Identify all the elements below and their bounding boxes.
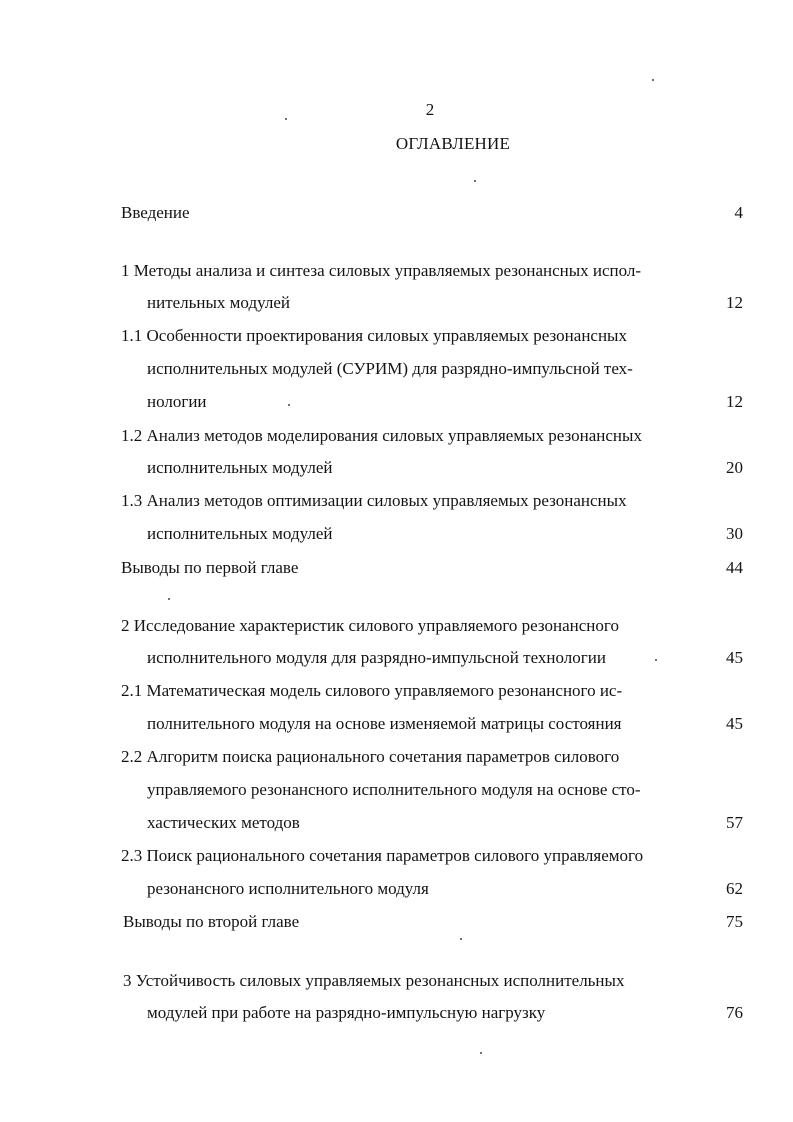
toc-entry-line: Выводы по первой главе <box>121 558 299 577</box>
toc-entry-line: исполнительных модулей <box>147 458 333 477</box>
toc-entry-page: 62 <box>726 879 743 898</box>
toc-entry-line: полнительного модуля на основе изменяемой матрицы состояния <box>147 714 622 733</box>
toc-entry-line: Введение <box>121 203 190 222</box>
page-number: 2 <box>425 100 435 119</box>
scan-speck <box>474 180 476 182</box>
toc-title: ОГЛАВЛЕНИЕ <box>395 134 511 153</box>
toc-entry-page: 30 <box>726 524 743 543</box>
scan-speck <box>480 1052 482 1054</box>
toc-entry-line: 1.2 Анализ методов моделирования силовых управляемых резонансных <box>121 426 642 445</box>
scan-speck <box>655 659 657 661</box>
toc-entry-line: модулей при работе на разрядно-импульсную нагрузку <box>147 1003 546 1022</box>
toc-entry-line: Выводы по второй главе <box>123 912 300 931</box>
toc-entry-line: нологии <box>147 392 207 411</box>
toc-entry-page: 45 <box>726 714 743 733</box>
toc-entry-line: 1.3 Анализ методов оптимизации силовых управляемых резонансных <box>121 491 627 510</box>
toc-entry-line: резонансного исполнительного модуля <box>147 879 429 898</box>
toc-entry-page: 75 <box>726 912 743 931</box>
toc-entry-page: 12 <box>726 293 743 312</box>
toc-entry-line: исполнительных модулей <box>147 524 333 543</box>
toc-entry-page: 45 <box>726 648 743 667</box>
toc-entry-line: 2.1 Математическая модель силового управляемого резонансного ис- <box>121 681 623 700</box>
toc-entry-line: 2.2 Алгоритм поиска рационального сочетания параметров силового <box>121 747 620 766</box>
toc-entry-line: 3 Устойчивость силовых управляемых резонансных исполнительных <box>123 971 625 990</box>
toc-entry-line: исполнительного модуля для разрядно-импульсной технологии <box>147 648 606 667</box>
scan-speck <box>460 938 462 940</box>
toc-entry-line: 1.1 Особенности проектирования силовых управляемых резонансных <box>121 326 627 345</box>
toc-entry-page: 44 <box>726 558 743 577</box>
toc-entry-line: хастических методов <box>147 813 300 832</box>
toc-entry-page: 76 <box>726 1003 743 1022</box>
toc-entry-page: 12 <box>726 392 743 411</box>
toc-entry-line: нительных модулей <box>147 293 290 312</box>
toc-entry-line: исполнительных модулей (СУРИМ) для разрядно-импульсной тех- <box>147 359 633 378</box>
scan-speck <box>652 79 654 81</box>
toc-entry-page: 20 <box>726 458 743 477</box>
toc-entry-line: 2 Исследование характеристик силового управляемого резонансного <box>121 616 619 635</box>
scan-speck <box>168 598 170 600</box>
toc-entry-line: управляемого резонансного исполнительного модуля на основе сто- <box>147 780 641 799</box>
toc-entry-page: 57 <box>726 813 743 832</box>
toc-entry-line: 2.3 Поиск рационального сочетания параметров силового управляемого <box>121 846 644 865</box>
toc-entry-line: 1 Методы анализа и синтеза силовых управляемых резонансных испол- <box>121 261 642 280</box>
toc-entry-page: 4 <box>734 203 743 222</box>
scan-speck <box>288 404 290 406</box>
scan-speck <box>285 118 287 120</box>
